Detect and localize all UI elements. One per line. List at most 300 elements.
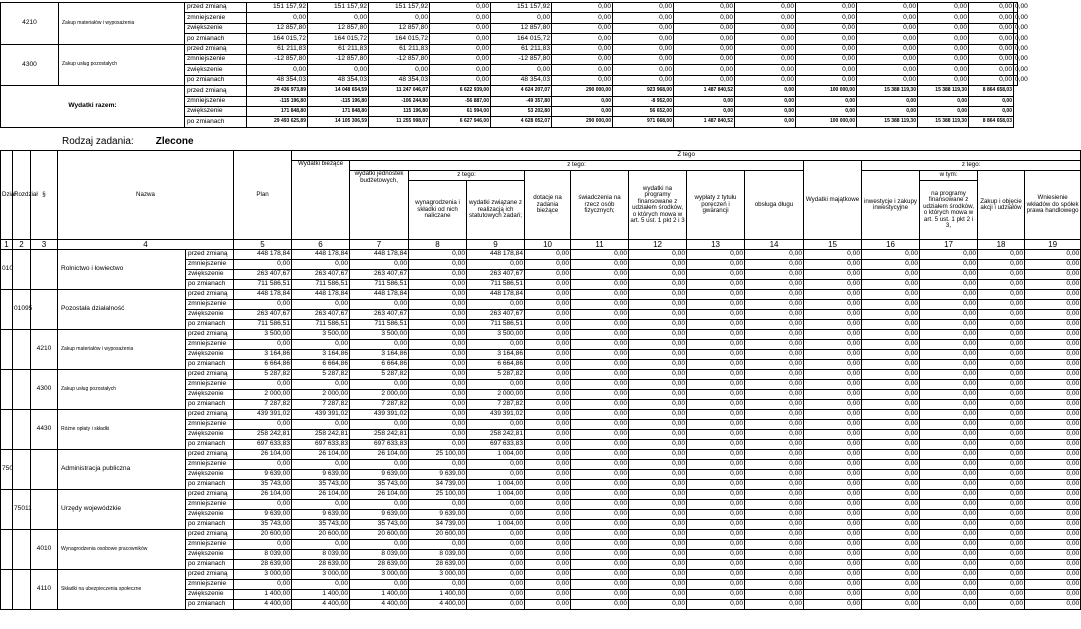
value-cell: 0,00 bbox=[862, 550, 920, 560]
value-cell: 0,00 bbox=[862, 400, 920, 410]
value-cell: 0,00 bbox=[525, 350, 571, 360]
value-cell: 0,00 bbox=[409, 500, 467, 510]
value-cell: 0,00 bbox=[409, 340, 467, 350]
value-cell: 0,00 bbox=[804, 520, 862, 530]
value-cell: 0,00 bbox=[920, 550, 978, 560]
total-label: Wydatki razem: bbox=[1, 86, 185, 128]
value-cell: 20 600,00 bbox=[292, 530, 350, 540]
value-cell: 0,00 bbox=[745, 270, 804, 280]
value-cell: 0,00 bbox=[613, 13, 674, 23]
value-cell: 0,00 bbox=[1025, 310, 1081, 320]
value-cell: 0,00 bbox=[571, 320, 629, 330]
value-cell: 0,00 bbox=[571, 440, 629, 450]
row-label: zmniejszenie bbox=[186, 300, 234, 310]
value-cell: 0,00 bbox=[687, 480, 745, 490]
value-cell: 0,00 bbox=[857, 3, 918, 13]
value-cell: 0,00 bbox=[978, 300, 1025, 310]
value-cell: 0,00 bbox=[369, 13, 430, 23]
value-cell: 0,00 bbox=[629, 590, 687, 600]
value-cell: 0,00 bbox=[571, 500, 629, 510]
header-w-tym: w tym: bbox=[920, 171, 978, 181]
value-cell: 0,00 bbox=[862, 520, 920, 530]
value-cell: 0,00 bbox=[571, 600, 629, 610]
value-cell: 0,00 bbox=[687, 580, 745, 590]
column-number: 18 bbox=[978, 240, 1025, 250]
value-cell: 0,00 bbox=[629, 290, 687, 300]
value-cell: 0,00 bbox=[687, 430, 745, 440]
value-cell: 0,00 bbox=[804, 340, 862, 350]
value-cell: 0,00 bbox=[745, 600, 804, 610]
column-number: 10 bbox=[525, 240, 571, 250]
cell-paragraf bbox=[31, 250, 58, 290]
total-value-cell: 0,00 bbox=[552, 96, 613, 106]
value-cell: 0,00 bbox=[969, 13, 1014, 23]
value-cell: 0,00 bbox=[862, 590, 920, 600]
value-cell: 0,00 bbox=[1025, 380, 1081, 390]
value-cell: 9 639,00 bbox=[234, 470, 292, 480]
value-cell: 0,00 bbox=[862, 500, 920, 510]
total-value-cell: 100 000,00 bbox=[796, 86, 857, 96]
cell-dzial bbox=[1, 410, 13, 450]
task-type-value: Zlecone bbox=[155, 136, 194, 147]
value-cell: 0,00 bbox=[1025, 390, 1081, 400]
value-cell: 0,00 bbox=[687, 510, 745, 520]
value-cell: 5 287,82 bbox=[234, 370, 292, 380]
value-cell: 0,00 bbox=[1014, 34, 1018, 44]
value-cell: 0,00 bbox=[978, 310, 1025, 320]
value-cell: 0,00 bbox=[409, 310, 467, 320]
value-cell: 0,00 bbox=[857, 54, 918, 64]
column-number: 14 bbox=[745, 240, 804, 250]
total-value-cell: 14 048 654,59 bbox=[308, 86, 369, 96]
value-cell: 0,00 bbox=[687, 590, 745, 600]
value-cell: 34 739,00 bbox=[409, 520, 467, 530]
header-wyplaty: wypłaty z tytułu poręczeń i gwarancji bbox=[687, 171, 745, 240]
value-cell: 0,00 bbox=[687, 260, 745, 270]
value-cell: 0,00 bbox=[552, 34, 613, 44]
total-value-cell: 11 247 046,07 bbox=[369, 86, 430, 96]
value-cell: 0,00 bbox=[978, 450, 1025, 460]
value-cell: 0,00 bbox=[687, 470, 745, 480]
value-cell: 711 586,51 bbox=[234, 320, 292, 330]
cell-dzial bbox=[1, 290, 13, 330]
value-cell: 0,00 bbox=[1025, 490, 1081, 500]
value-cell: 61 211,83 bbox=[308, 44, 369, 54]
value-cell: 0,00 bbox=[745, 290, 804, 300]
value-cell: 0,00 bbox=[804, 580, 862, 590]
total-row bbox=[1, 86, 1018, 96]
value-cell: 0,00 bbox=[804, 330, 862, 340]
value-cell: 0,00 bbox=[234, 580, 292, 590]
row-label: zwiększenie bbox=[185, 106, 247, 116]
value-cell: 697 633,83 bbox=[467, 440, 525, 450]
value-cell: 0,00 bbox=[687, 280, 745, 290]
value-cell: 0,00 bbox=[525, 480, 571, 490]
value-cell: 0,00 bbox=[409, 270, 467, 280]
value-cell: 0,00 bbox=[409, 460, 467, 470]
value-cell: 0,00 bbox=[430, 23, 491, 33]
value-cell: 0,00 bbox=[467, 590, 525, 600]
value-cell: 0,00 bbox=[978, 540, 1025, 550]
value-cell: 0,00 bbox=[920, 370, 978, 380]
value-cell: 0,00 bbox=[571, 420, 629, 430]
value-cell: 0,00 bbox=[571, 510, 629, 520]
value-cell: 6 664,86 bbox=[350, 360, 409, 370]
header-dotacje: dotacje na zadania bieżące bbox=[525, 171, 571, 240]
total-value-cell: 0,00 bbox=[857, 106, 918, 116]
value-cell: 0,00 bbox=[629, 510, 687, 520]
total-value-cell: 6 622 939,00 bbox=[430, 86, 491, 96]
value-cell: 0,00 bbox=[525, 570, 571, 580]
value-cell: 0,00 bbox=[745, 340, 804, 350]
value-cell: 0,00 bbox=[862, 600, 920, 610]
value-cell: 0,00 bbox=[409, 280, 467, 290]
value-cell: 48 354,03 bbox=[308, 75, 369, 85]
value-cell: 0,00 bbox=[978, 460, 1025, 470]
value-cell: 0,00 bbox=[920, 450, 978, 460]
value-cell: 0,00 bbox=[1025, 600, 1081, 610]
value-cell: 164 015,72 bbox=[247, 34, 308, 44]
value-cell: 0,00 bbox=[862, 510, 920, 520]
value-cell: 0,00 bbox=[920, 250, 978, 260]
value-cell: 0,00 bbox=[525, 550, 571, 560]
value-cell: 0,00 bbox=[687, 530, 745, 540]
value-cell: 258 242,81 bbox=[350, 430, 409, 440]
value-cell: 7 287,82 bbox=[292, 400, 350, 410]
value-cell: 0,00 bbox=[969, 44, 1014, 54]
column-number: 8 bbox=[409, 240, 467, 250]
column-number: 7 bbox=[350, 240, 409, 250]
header-wydatki-majatkowe: Wydatki majątkowe bbox=[804, 161, 862, 240]
value-cell: 0,00 bbox=[409, 390, 467, 400]
value-cell: 0,00 bbox=[745, 360, 804, 370]
value-cell: 0,00 bbox=[745, 560, 804, 570]
value-cell: 0,00 bbox=[804, 260, 862, 270]
value-cell: 3 000,00 bbox=[409, 570, 467, 580]
value-cell: 0,00 bbox=[745, 420, 804, 430]
value-cell: 0,00 bbox=[629, 520, 687, 530]
header-z-tego-top: Z tego bbox=[292, 151, 1081, 161]
value-cell: 1 400,00 bbox=[292, 590, 350, 600]
header-obsluga-dlugu: obsługa długu bbox=[745, 171, 804, 240]
value-cell: 0,00 bbox=[862, 410, 920, 420]
value-cell: 0,00 bbox=[862, 290, 920, 300]
total-value-cell: 0,00 bbox=[969, 106, 1014, 116]
value-cell: 0,00 bbox=[674, 3, 735, 13]
value-cell: 0,00 bbox=[687, 540, 745, 550]
value-cell: 0,00 bbox=[552, 13, 613, 23]
cell-nazwa: Zakup usług pozostałych bbox=[58, 370, 186, 410]
value-cell: 0,00 bbox=[613, 54, 674, 64]
value-cell: 0,00 bbox=[745, 530, 804, 540]
row-label: po zmianach bbox=[186, 560, 234, 570]
value-cell: 711 586,51 bbox=[467, 280, 525, 290]
cell-paragraf: 4110 bbox=[31, 570, 58, 610]
value-cell: 0,00 bbox=[745, 350, 804, 360]
value-cell: 0,00 bbox=[1025, 570, 1081, 580]
total-value-cell: 4 628 052,07 bbox=[491, 117, 552, 127]
total-value-cell: 923 968,00 bbox=[613, 86, 674, 96]
total-value-cell: 15 388 119,30 bbox=[857, 117, 918, 127]
value-cell: 5 287,82 bbox=[467, 370, 525, 380]
value-cell: 0,00 bbox=[804, 300, 862, 310]
value-cell: 2 000,00 bbox=[467, 390, 525, 400]
header-wydatki-statutowe: wydatki związane z realizacją ich statutowych zadań; bbox=[467, 181, 525, 240]
value-cell: 0,00 bbox=[745, 390, 804, 400]
value-cell: 0,00 bbox=[804, 600, 862, 610]
value-cell: 0,00 bbox=[308, 65, 369, 75]
total-value-cell: 0,00 bbox=[735, 86, 796, 96]
value-cell: 0,00 bbox=[862, 480, 920, 490]
value-cell: 35 743,00 bbox=[350, 520, 409, 530]
value-cell: 8 039,00 bbox=[234, 550, 292, 560]
value-cell: 0,00 bbox=[920, 300, 978, 310]
value-cell: 3 000,00 bbox=[350, 570, 409, 580]
value-cell: 26 104,00 bbox=[350, 490, 409, 500]
value-cell: 0,00 bbox=[857, 13, 918, 23]
value-cell: 0,00 bbox=[674, 23, 735, 33]
value-cell: 0,00 bbox=[978, 270, 1025, 280]
value-cell: 263 407,67 bbox=[234, 310, 292, 320]
value-cell: 448 178,84 bbox=[467, 250, 525, 260]
top-table-body bbox=[1, 3, 1028, 128]
value-cell: 0,00 bbox=[409, 540, 467, 550]
value-cell: 26 104,00 bbox=[292, 490, 350, 500]
cell-dzial: 010 bbox=[1, 250, 13, 290]
value-cell: 0,00 bbox=[687, 310, 745, 320]
value-cell: 0,00 bbox=[804, 350, 862, 360]
value-cell: 48 354,03 bbox=[491, 75, 552, 85]
total-value-cell: -56 887,00 bbox=[430, 96, 491, 106]
value-cell: 0,00 bbox=[687, 490, 745, 500]
value-cell: 0,00 bbox=[745, 410, 804, 420]
value-cell: 0,00 bbox=[1025, 590, 1081, 600]
value-cell: 0,00 bbox=[918, 3, 969, 13]
value-cell: 3 500,00 bbox=[467, 330, 525, 340]
value-cell: 0,00 bbox=[1014, 44, 1018, 54]
total-value-cell: 0,00 bbox=[918, 96, 969, 106]
row-label: zwiększenie bbox=[186, 510, 234, 520]
row-label: zmniejszenie bbox=[186, 580, 234, 590]
header-zakup-akcji: Zakup i objęcie akcji i udziałów bbox=[978, 171, 1025, 240]
value-cell: 0,00 bbox=[687, 600, 745, 610]
value-cell: 0,00 bbox=[857, 44, 918, 54]
value-cell: 25 100,00 bbox=[409, 490, 467, 500]
value-cell: 12 857,80 bbox=[491, 23, 552, 33]
value-cell: 0,00 bbox=[409, 380, 467, 390]
value-cell: 0,00 bbox=[804, 310, 862, 320]
value-cell: 0,00 bbox=[687, 250, 745, 260]
top-paragraf-name: Zakup materiałów i wyposażenia bbox=[59, 3, 185, 45]
value-cell: 0,00 bbox=[1025, 450, 1081, 460]
value-cell: 711 586,51 bbox=[292, 280, 350, 290]
value-cell: 0,00 bbox=[920, 590, 978, 600]
column-number: 11 bbox=[571, 240, 629, 250]
value-cell: 0,00 bbox=[1025, 270, 1081, 280]
value-cell: 0,00 bbox=[735, 75, 796, 85]
value-cell: 0,00 bbox=[409, 260, 467, 270]
value-cell: 439 391,02 bbox=[350, 410, 409, 420]
value-cell: 0,00 bbox=[862, 530, 920, 540]
value-cell: 0,00 bbox=[467, 470, 525, 480]
value-cell: 0,00 bbox=[525, 320, 571, 330]
value-cell: 0,00 bbox=[1025, 290, 1081, 300]
value-cell: 0,00 bbox=[745, 250, 804, 260]
value-cell: 48 354,03 bbox=[247, 75, 308, 85]
value-cell: 0,00 bbox=[1025, 360, 1081, 370]
value-cell: 0,00 bbox=[525, 340, 571, 350]
value-cell: 0,00 bbox=[862, 330, 920, 340]
value-cell: 448 178,84 bbox=[467, 290, 525, 300]
value-cell: 9 639,00 bbox=[292, 510, 350, 520]
value-cell: 0,00 bbox=[1025, 420, 1081, 430]
value-cell: 48 354,03 bbox=[369, 75, 430, 85]
value-cell: 164 015,72 bbox=[308, 34, 369, 44]
cell-nazwa: Wynagrodzenia osobowe pracowników bbox=[58, 530, 186, 570]
value-cell: 0,00 bbox=[525, 600, 571, 610]
value-cell: 0,00 bbox=[292, 580, 350, 590]
value-cell: 0,00 bbox=[409, 580, 467, 590]
column-number: 15 bbox=[804, 240, 862, 250]
value-cell: 0,00 bbox=[430, 13, 491, 23]
value-cell: 0,00 bbox=[862, 390, 920, 400]
value-cell: 0,00 bbox=[920, 270, 978, 280]
value-cell: 0,00 bbox=[745, 570, 804, 580]
value-cell: 0,00 bbox=[1025, 410, 1081, 420]
value-cell: 0,00 bbox=[409, 370, 467, 380]
value-cell: 0,00 bbox=[350, 420, 409, 430]
value-cell: 0,00 bbox=[745, 440, 804, 450]
value-cell: 0,00 bbox=[978, 480, 1025, 490]
total-value-cell: 0,00 bbox=[735, 106, 796, 116]
value-cell: 0,00 bbox=[409, 250, 467, 260]
value-cell: 3 500,00 bbox=[350, 330, 409, 340]
value-cell: 9 639,00 bbox=[409, 470, 467, 480]
value-cell: 0,00 bbox=[687, 550, 745, 560]
value-cell: 711 586,51 bbox=[467, 320, 525, 330]
value-cell: 164 015,72 bbox=[491, 34, 552, 44]
value-cell: 0,00 bbox=[804, 410, 862, 420]
value-cell: 0,00 bbox=[1025, 540, 1081, 550]
value-cell: 151 157,92 bbox=[247, 3, 308, 13]
value-cell: 164 015,72 bbox=[369, 34, 430, 44]
header-wydatki-jednostek: wydatki jednostek budżetowych, bbox=[350, 171, 409, 240]
value-cell: 0,00 bbox=[862, 350, 920, 360]
total-value-cell: 15 388 119,30 bbox=[857, 86, 918, 96]
value-cell: 0,00 bbox=[862, 320, 920, 330]
value-cell: 0,00 bbox=[687, 390, 745, 400]
value-cell: 0,00 bbox=[292, 380, 350, 390]
value-cell: 0,00 bbox=[745, 470, 804, 480]
cell-paragraf: 4300 bbox=[31, 370, 58, 410]
value-cell: 0,00 bbox=[920, 440, 978, 450]
row-label: zwiększenie bbox=[185, 23, 247, 33]
value-cell: 0,00 bbox=[525, 290, 571, 300]
value-cell: 0,00 bbox=[629, 440, 687, 450]
value-cell: 0,00 bbox=[687, 460, 745, 470]
table-row bbox=[1, 450, 1081, 460]
value-cell: 0,00 bbox=[629, 340, 687, 350]
value-cell: 0,00 bbox=[674, 34, 735, 44]
value-cell: 0,00 bbox=[969, 65, 1014, 75]
value-cell: 0,00 bbox=[571, 350, 629, 360]
value-cell: 0,00 bbox=[571, 260, 629, 270]
value-cell: 0,00 bbox=[525, 460, 571, 470]
value-cell: 0,00 bbox=[687, 420, 745, 430]
value-cell: 0,00 bbox=[969, 54, 1014, 64]
value-cell: 0,00 bbox=[629, 250, 687, 260]
row-label: przed zmianą bbox=[186, 370, 234, 380]
value-cell: 0,00 bbox=[978, 430, 1025, 440]
value-cell: 0,00 bbox=[350, 260, 409, 270]
table-row bbox=[1, 410, 1081, 420]
value-cell: 0,00 bbox=[687, 560, 745, 570]
value-cell: 0,00 bbox=[525, 580, 571, 590]
row-label: zmniejszenie bbox=[186, 420, 234, 430]
value-cell: 12 857,80 bbox=[247, 23, 308, 33]
value-cell: 0,00 bbox=[629, 350, 687, 360]
column-number: 17 bbox=[920, 240, 978, 250]
value-cell: 258 242,81 bbox=[292, 430, 350, 440]
value-cell: 1 004,00 bbox=[467, 520, 525, 530]
total-value-cell: -106 244,80 bbox=[369, 96, 430, 106]
value-cell: 448 178,84 bbox=[292, 290, 350, 300]
value-cell: 0,00 bbox=[234, 420, 292, 430]
total-value-cell: 61 994,00 bbox=[430, 106, 491, 116]
value-cell: 0,00 bbox=[629, 500, 687, 510]
value-cell: 0,00 bbox=[629, 410, 687, 420]
value-cell: 439 391,02 bbox=[467, 410, 525, 420]
cell-rozdzial bbox=[13, 570, 31, 610]
row-label: przed zmianą bbox=[185, 86, 247, 96]
total-value-cell: 4 624 207,07 bbox=[491, 86, 552, 96]
value-cell: 0,00 bbox=[745, 380, 804, 390]
value-cell: 2 000,00 bbox=[350, 390, 409, 400]
total-value-cell: 0,00 bbox=[857, 96, 918, 106]
value-cell: 0,00 bbox=[735, 3, 796, 13]
row-label: przed zmianą bbox=[185, 3, 247, 13]
zlecone-expenditure-table bbox=[0, 150, 1081, 610]
value-cell: 12 857,80 bbox=[308, 23, 369, 33]
value-cell: 0,00 bbox=[1025, 560, 1081, 570]
value-cell: 3 500,00 bbox=[292, 330, 350, 340]
value-cell: 0,00 bbox=[920, 350, 978, 360]
value-cell: 0,00 bbox=[978, 520, 1025, 530]
cell-rozdzial bbox=[13, 250, 31, 290]
value-cell: 7 287,82 bbox=[467, 400, 525, 410]
value-cell: 9 639,00 bbox=[234, 510, 292, 520]
value-cell: 697 633,83 bbox=[350, 440, 409, 450]
value-cell: 0,00 bbox=[918, 44, 969, 54]
value-cell: 0,00 bbox=[804, 280, 862, 290]
value-cell: 0,00 bbox=[525, 420, 571, 430]
total-value-cell: 1 487 840,52 bbox=[674, 117, 735, 127]
value-cell: 0,00 bbox=[613, 34, 674, 44]
value-cell: 0,00 bbox=[1025, 520, 1081, 530]
value-cell: 0,00 bbox=[920, 570, 978, 580]
value-cell: 0,00 bbox=[1025, 510, 1081, 520]
value-cell: 0,00 bbox=[804, 400, 862, 410]
value-cell: 0,00 bbox=[234, 260, 292, 270]
value-cell: 6 664,86 bbox=[467, 360, 525, 370]
value-cell: 0,00 bbox=[1025, 480, 1081, 490]
value-cell: 0,00 bbox=[796, 23, 857, 33]
value-cell: 0,00 bbox=[687, 450, 745, 460]
value-cell: 0,00 bbox=[571, 470, 629, 480]
value-cell: 0,00 bbox=[525, 260, 571, 270]
value-cell: 0,00 bbox=[1025, 260, 1081, 270]
value-cell: 0,00 bbox=[862, 460, 920, 470]
